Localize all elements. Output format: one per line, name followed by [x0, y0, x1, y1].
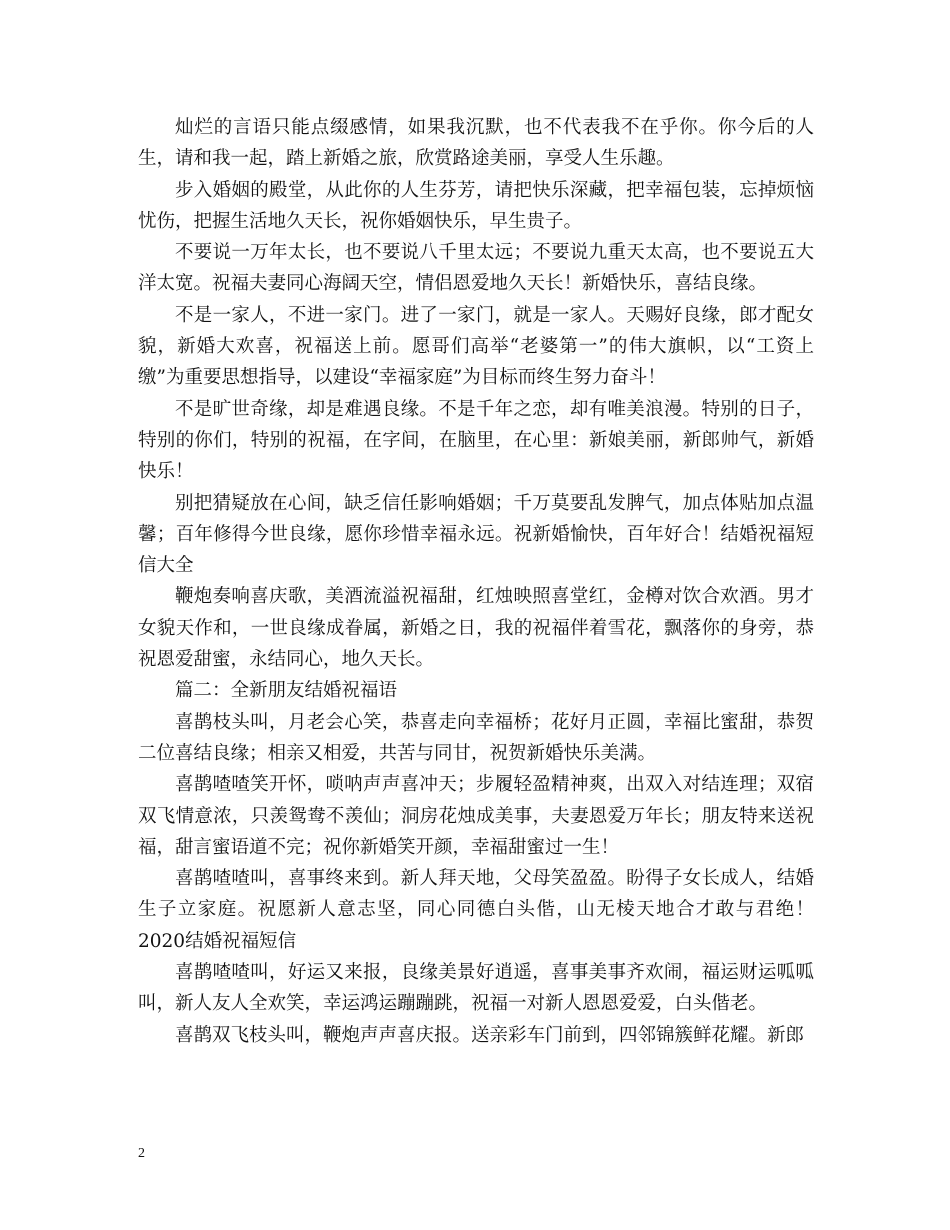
body-paragraph: 喜鹊喳喳叫，喜事终来到。新人拜天地，父母笑盈盈。盼得子女长成人，结婚生子立家庭。祝愿新人意志坚，同心同德白头偕，山无棱天地合才敢与君绝！2020结婚祝福短信: [138, 868, 814, 952]
body-paragraph: 不要说一万年太长，也不要说八千里太远；不要说九重天太高，也不要说五大洋太宽。祝福夫妻同心海阔天空，情侣恩爱地久天长！新婚快乐，喜结良缘。: [138, 242, 814, 295]
body-paragraph: 鞭炮奏响喜庆歌，美酒流溢祝福甜，红烛映照喜堂红，金樽对饮合欢酒。男才女貌天作和，一世良缘成眷属，新婚之日，我的祝福伴着雪花，飘落你的身旁，恭祝恩爱甜蜜，永结同心，地久天长。: [138, 586, 814, 671]
body-paragraph: 喜鹊枝头叫，月老会心笑，恭喜走向幸福桥；花好月正圆，幸福比蜜甜，恭贺二位喜结良缘；相亲又相爱，共苦与同甘，祝贺新婚快乐美满。: [138, 711, 814, 764]
body-paragraph: 不是旷世奇缘，却是难遇良缘。不是千年之恋，却有唯美浪漫。特别的日子，特别的你们，特别的祝福，在字间，在脑里，在心里：新娘美丽，新郎帅气，新婚快乐！: [138, 398, 814, 483]
body-paragraph: 喜鹊喳喳笑开怀，唢呐声声喜冲天；步履轻盈精神爽，出双入对结连理；双宿双飞情意浓，只羡鸳鸯不羡仙；洞房花烛成美事，夫妻恩爱万年长；朋友特来送祝福，甜言蜜语道不完；祝你新婚笑开颜，幸福甜蜜过一生！: [138, 774, 814, 858]
section-heading: 篇二：全新朋友结婚祝福语: [175, 680, 398, 702]
body-paragraph: 喜鹊喳喳叫，好运又来报，良缘美景好逍遥，喜事美事齐欢闹，福运财运呱呱叫，新人友人全欢笑，幸运鸿运蹦蹦跳，祝福一对新人恩恩爱爱，白头偕老。: [138, 962, 814, 1015]
body-paragraph: 别把猜疑放在心间，缺乏信任影响婚姻；千万莫要乱发脾气，加点体贴加点温馨；百年修得今世良缘，愿你珍惜幸福永远。祝新婚愉快，百年好合！结婚祝福短信大全: [138, 492, 814, 577]
document-body: [138, 112, 814, 1051]
body-paragraph: 步入婚姻的殿堂，从此你的人生芬芳，请把快乐深藏，把幸福包装，忘掉烦恼忧伤，把握生活地久天长，祝你婚姻快乐，早生贵子。: [138, 179, 814, 232]
body-paragraph: 喜鹊双飞枝头叫，鞭炮声声喜庆报。送亲彩车门前到，四邻锦簇鲜花耀。新郎: [175, 1024, 805, 1046]
body-paragraph: 灿烂的言语只能点缀感情，如果我沉默，也不代表我不在乎你。你今后的人生，请和我一起，踏上新婚之旅，欣赏路途美丽，享受人生乐趣。: [138, 117, 814, 170]
body-paragraph: 不是一家人，不进一家门。进了一家门，就是一家人。天赐好良缘，郎才配女貌，新婚大欢喜，祝福送上前。愿哥们高举“老婆第一”的伟大旗帜，以“工资上缴”为重要思想指导，以建设“幸福家庭”为目标而终生努力奋斗！: [138, 304, 814, 389]
page-number: 2: [138, 1146, 145, 1161]
